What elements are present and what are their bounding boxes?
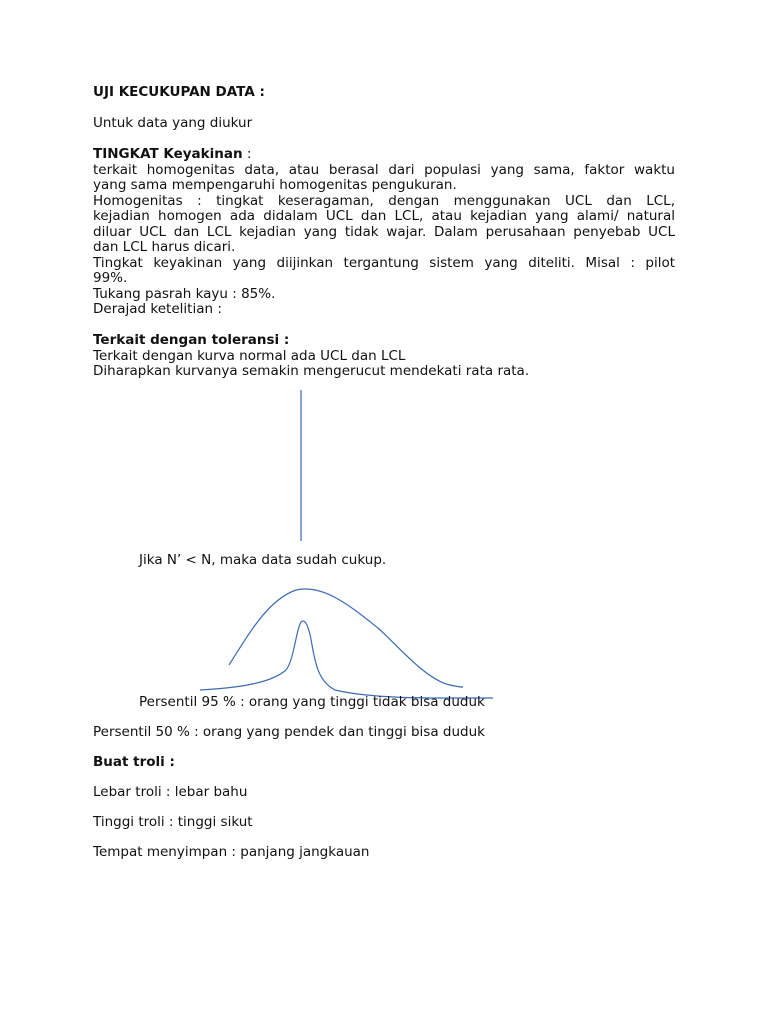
toleransi-line2: Diharapkan kurvanya semakin mengerucut mendekati rata rata. [93,363,530,379]
jika-text: Jika N’ < N, maka data sudah cukup. [139,552,387,568]
lebar-text: Lebar troli : lebar bahu [93,784,248,800]
persentil50-text: Persentil 50 % : orang yang pendek dan tinggi bisa duduk [93,724,485,740]
para2-line4: dan LCL harus dicari. [93,239,236,255]
para2-line1: Homogenitas : tingkat keseragaman, dengan menggunakan UCL dan LCL, [93,192,675,209]
para2-line2: kejadian homogen ada didalam UCL dan LCL, atau kejadian yang alami/ natural [93,208,675,224]
doc-heading: UJI KECUKUPAN DATA : [93,84,265,100]
para1-line2: yang sama mempengaruhi homogenitas pengukuran. [93,177,457,193]
para3-line2: 99%. [93,270,128,286]
tingkat-heading-line [93,147,675,163]
para1-line1: terkait homogenitas data, atau berasal dari populasi yang sama, faktor waktu [93,161,675,178]
tukang-text: Tukang pasrah kayu : 85%. [93,285,276,302]
tingkat-colon: : [242,146,252,162]
wide-normal-curve [229,589,463,687]
para3-line1: Tingkat keyakinan yang diijinkan tergantung sistem yang diteliti. Misal : pilot [93,254,675,271]
para2-line3: diluar UCL dan LCL kejadian yang tidak wajar. Dalam perusahaan penyebab UCL [93,223,675,240]
document-body [93,85,675,380]
narrow-normal-curve [200,621,493,698]
troli-heading: Buat troli : [93,754,175,770]
derajad-text: Derajad ketelitian : [93,301,222,317]
toleransi-heading: Terkait dengan toleransi : [93,332,290,348]
persentil95-text: Persentil 95 % : orang yang tinggi tidak bisa duduk [139,694,485,710]
toleransi-line1: Terkait dengan kurva normal ada UCL dan LCL [93,347,406,364]
tempat-text: Tempat menyimpan : panjang jangkauan [93,844,370,860]
tingkat-heading: TINGKAT Keyakinan [93,146,243,162]
tinggi-text: Tinggi troli : tinggi sikut [93,814,253,830]
intro-text: Untuk data yang diukur [93,115,253,131]
